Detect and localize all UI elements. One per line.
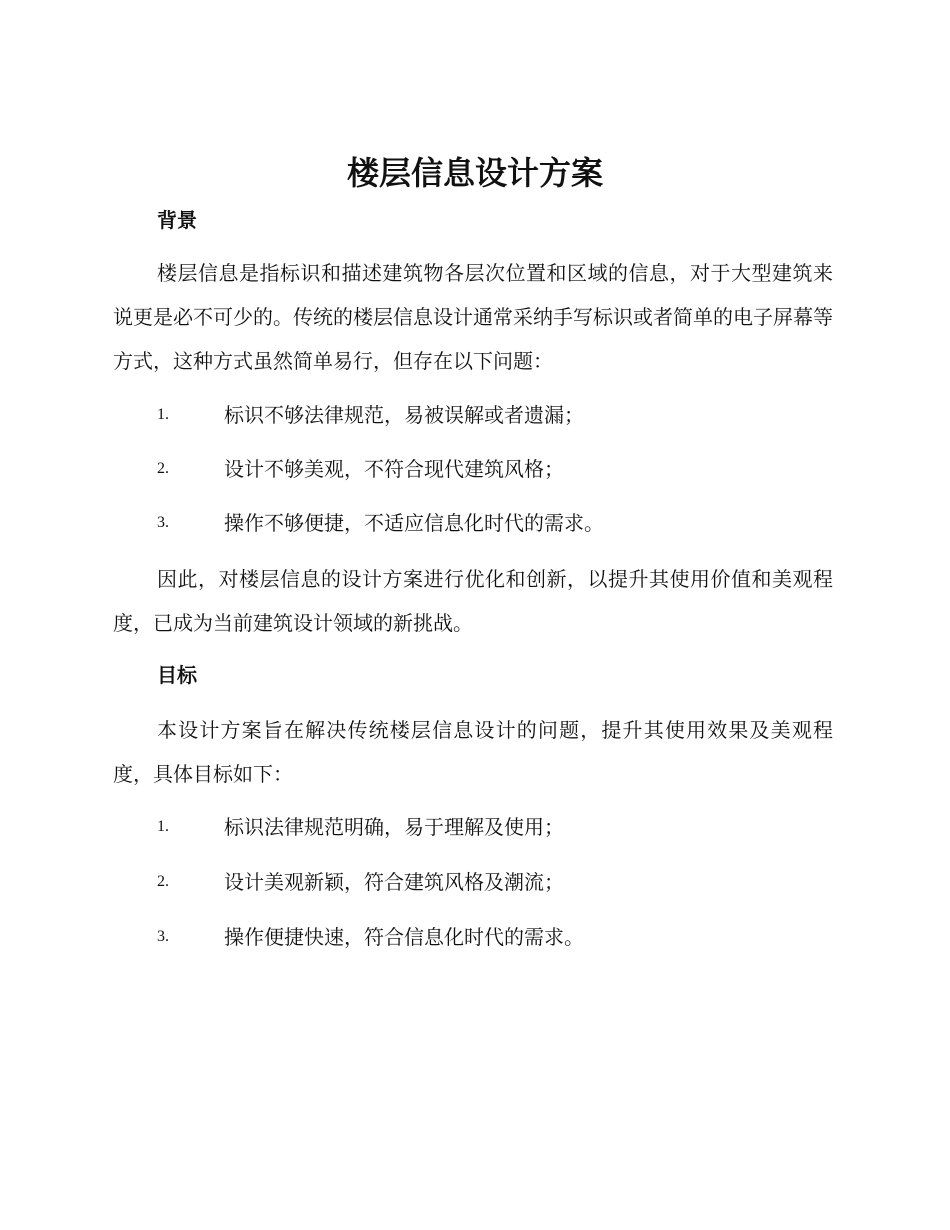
list-item-text: 操作不够便捷，不适应信息化时代的需求。 — [224, 511, 604, 535]
list-item — [157, 867, 837, 897]
list-item-number: 3. — [157, 928, 169, 945]
list-item-text: 标识法律规范明确，易于理解及使用； — [224, 815, 564, 839]
section-heading-goals: 目标 — [157, 663, 197, 687]
list-item-text: 操作便捷快速，符合信息化时代的需求。 — [224, 925, 584, 949]
list-item-number: 3. — [157, 514, 169, 531]
document-title: 楼层信息设计方案 — [346, 154, 603, 192]
list-item — [157, 922, 837, 952]
list-item-number: 1. — [157, 406, 169, 423]
list-item — [157, 812, 837, 842]
list-item-text: 设计美观新颖，符合建筑风格及潮流； — [224, 870, 564, 894]
background-outro-paragraph: 因此，对楼层信息的设计方案进行优化和创新，以提升其使用价值和美观程度，已成为当前建筑设计领域的新挑战。 — [113, 567, 833, 635]
list-item-text: 设计不够美观，不符合现代建筑风格； — [224, 457, 564, 481]
list-item — [157, 400, 837, 430]
list-item-text: 标识不够法律规范，易被误解或者遗漏； — [224, 403, 584, 427]
list-item-number: 2. — [157, 460, 169, 477]
list-item — [157, 454, 837, 484]
list-item-number: 1. — [157, 818, 169, 835]
list-item — [157, 508, 837, 538]
list-item-number: 2. — [157, 873, 169, 890]
goals-intro-paragraph: 本设计方案旨在解决传统楼层信息设计的问题，提升其使用效果及美观程度，具体目标如下： — [113, 718, 833, 786]
background-intro-paragraph: 楼层信息是指标识和描述建筑物各层次位置和区域的信息，对于大型建筑来说更是必不可少的。传统的楼层信息设计通常采纳手写标识或者简单的电子屏幕等方式，这种方式虽然简单易行，但存在以下问题： — [113, 261, 833, 373]
section-heading-background: 背景 — [157, 208, 197, 232]
